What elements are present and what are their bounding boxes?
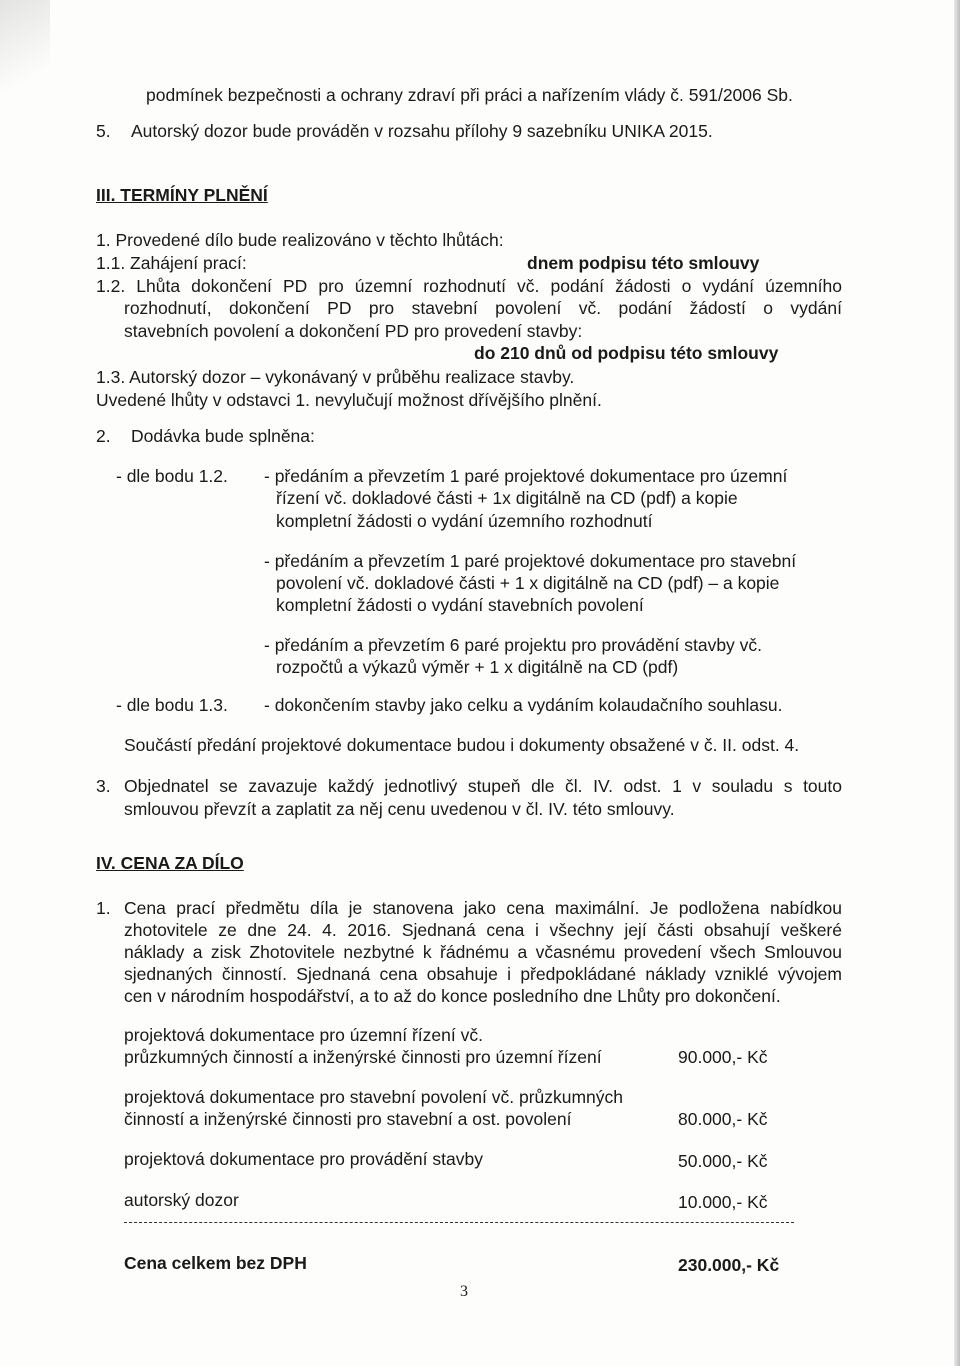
text-line: Dodávka bude splněna:: [131, 426, 315, 446]
text-line: - předáním a převzetím 1 paré projektové dokumentace pro stavební: [264, 551, 797, 571]
text-line: sjednaných činností. Sjednaná cena obsahuje i předpokládané náklady vzniklé vývojem: [124, 964, 842, 984]
text-line: rozhodnutí, dokončení PD pro stavební povolení vč. podání žádostí o vydání: [124, 298, 842, 318]
text-line: kompletní žádosti o vydání územního rozhodnutí: [276, 511, 653, 531]
deadline-value: do 210 dnů od podpisu této smlouvy: [474, 343, 779, 363]
section-heading: III. TERMÍNY PLNĚNÍ: [96, 185, 268, 205]
price-item-desc: činností a inženýrské činnosti pro stavební a ost. povolení: [124, 1109, 572, 1129]
deadline-value: dnem podpisu této smlouvy: [527, 253, 760, 273]
separator-line: [124, 1222, 794, 1223]
text-line: 1.2. Lhůta dokončení PD pro územní rozhodnutí vč. podání žádosti o vydání územního: [96, 276, 842, 296]
text-line: podmínek bezpečnosti a ochrany zdraví při práci a nařízením vlády č. 591/2006 Sb.: [146, 85, 793, 105]
price-item-desc: projektová dokumentace pro územní řízení vč.: [124, 1025, 483, 1045]
scan-edge: [954, 0, 960, 1366]
total-label: Cena celkem bez DPH: [124, 1253, 307, 1273]
text-line: smlouvou převzít a zaplatit za něj cenu uvedenou v čl. IV. této smlouvy.: [124, 799, 675, 819]
text-line: Objednatel se zavazuje každý jednotlivý stupeň dle čl. IV. odst. 1 v souladu s touto: [124, 776, 842, 796]
price-item-amount: 90.000,- Kč: [678, 1047, 768, 1067]
total-amount: 230.000,- Kč: [678, 1255, 780, 1275]
price-item-desc: průzkumných činností a inženýrské činnosti pro územní řízení: [124, 1047, 602, 1067]
text-line: stavebních povolení a dokončení PD pro provedení stavby:: [124, 321, 583, 341]
text-line: Cena prací předmětu díla je stanovena jako cena maximální. Je podložena nabídkou: [124, 898, 842, 918]
item-number: 3.: [96, 776, 111, 796]
text-line: řízení vč. dokladové části + 1x digitálně na CD (pdf) a kopie: [276, 488, 738, 508]
scan-corner-mark: [0, 0, 50, 110]
price-item-desc: projektová dokumentace pro provádění stavby: [124, 1149, 483, 1169]
text-line: cen v národním hospodářství, a to až do konce posledního dne Lhůty pro dokončení.: [124, 986, 781, 1006]
text-line: - předáním a převzetím 1 paré projektové dokumentace pro územní: [264, 466, 788, 486]
text-line: zhotovitele ze dne 24. 4. 2016. Sjednaná cena i všechny její části obsahují veškeré: [124, 920, 842, 940]
text-line: rozpočtů a výkazů výměr + 1 x digitálně na CD (pdf): [276, 657, 679, 677]
price-item-desc: projektová dokumentace pro stavební povolení vč. průzkumných: [124, 1087, 624, 1107]
item-number: 2.: [96, 426, 111, 446]
text-line: - předáním a převzetím 6 paré projektu pro provádění stavby vč.: [264, 635, 763, 655]
text-line: 1.3. Autorský dozor – vykonávaný v průběhu realizace stavby.: [96, 367, 575, 387]
text-line: 1.1. Zahájení prací:: [96, 253, 247, 273]
text-line: povolení vč. dokladové části + 1 x digitálně na CD (pdf) – a kopie: [276, 573, 780, 593]
text-line: náklady a zisk Zhotovitele nezbytné k řádnému a včasnému provedení všech Smlouvou: [124, 942, 842, 962]
price-item-amount: 50.000,- Kč: [678, 1151, 768, 1171]
price-item-amount: 10.000,- Kč: [678, 1192, 768, 1212]
page-number: 3: [460, 1283, 468, 1300]
text-line: Autorský dozor bude prováděn v rozsahu přílohy 9 sazebníku UNIKA 2015.: [131, 121, 713, 141]
text-line: - dokončením stavby jako celku a vydáním kolaudačního souhlasu.: [264, 695, 783, 715]
price-item-amount: 80.000,- Kč: [678, 1109, 768, 1129]
item-label: - dle bodu 1.2.: [116, 466, 228, 486]
text-line: 1. Provedené dílo bude realizováno v těchto lhůtách:: [96, 230, 504, 250]
item-number: 5.: [96, 121, 111, 141]
text-line: kompletní žádosti o vydání stavebních povolení: [276, 595, 644, 615]
item-number: 1.: [96, 898, 111, 918]
item-label: - dle bodu 1.3.: [116, 695, 228, 715]
text-line: Součástí předání projektové dokumentace budou i dokumenty obsažené v č. II. odst. 4.: [124, 735, 800, 755]
price-item-desc: autorský dozor: [124, 1190, 239, 1210]
text-line: Uvedené lhůty v odstavci 1. nevylučují možnost dřívějšího plnění.: [96, 390, 602, 410]
section-heading: IV. CENA ZA DÍLO: [96, 853, 244, 873]
